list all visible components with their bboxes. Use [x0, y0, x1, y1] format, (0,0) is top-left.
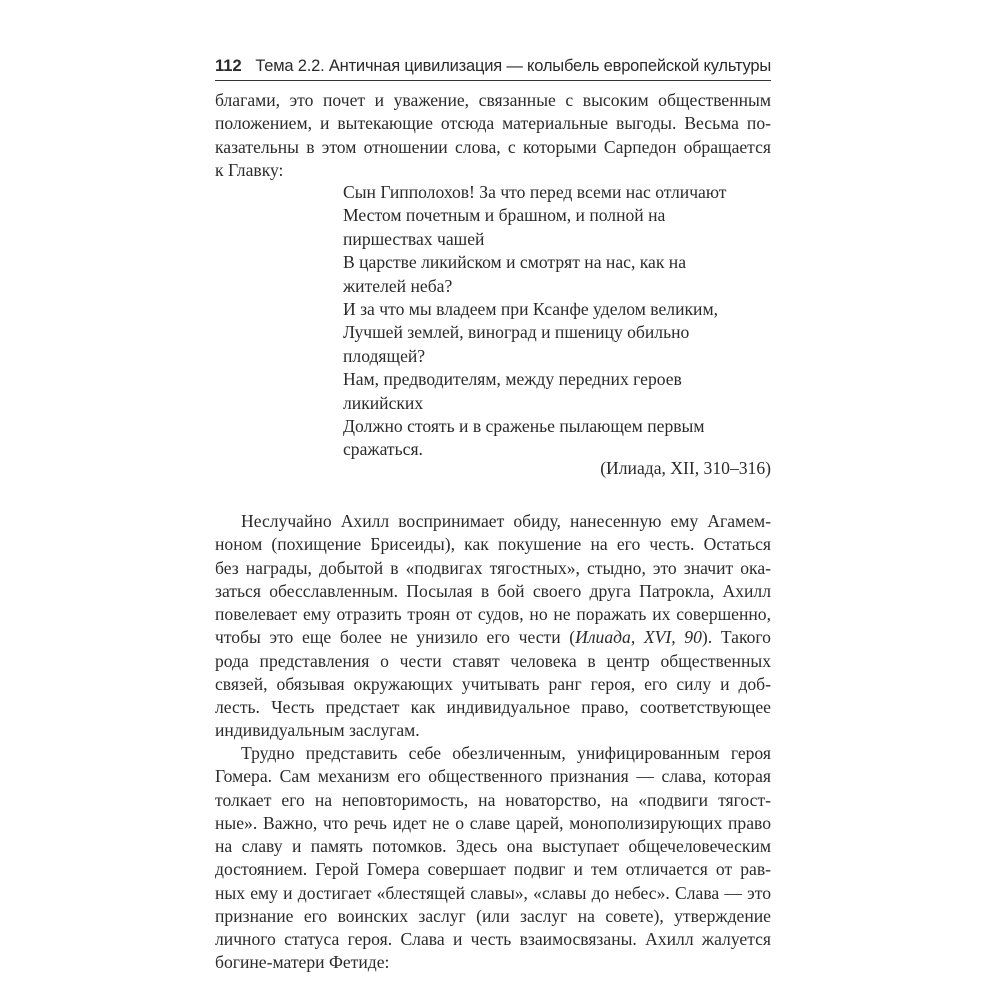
running-header: [215, 54, 771, 81]
text-line: ноном (похищение Брисеиды), как покушение на его честь. Остаться: [215, 534, 771, 555]
poem-line: Нам, предводителям, между передних героев: [343, 369, 682, 390]
text-line: на славу и память потомков. Здесь она выступает общечеловеческим: [215, 836, 771, 856]
text-line: индивидуальным заслугам.: [215, 720, 420, 741]
poem-quote: [343, 181, 726, 462]
text-line: положением, и вытекающие отсюда материальные выгоды. Весьма по-: [215, 113, 771, 134]
text-line: рода представления о чести ставят человека в центр общественных: [215, 650, 771, 671]
intro-paragraph: [215, 89, 771, 182]
text-line: связей, обязывая окружающих учитывать ранг героя, его силу и доб-: [215, 673, 771, 694]
poem-line: В царстве ликийском и смотрят на нас, как на: [343, 252, 687, 273]
poem-line: Сын Гипполохов! За что перед всеми нас отличают: [343, 182, 727, 202]
text-segment: чтобы это еще более не унизило его чести (: [215, 627, 576, 648]
text-line: благами, это почет и уважение, связанные с высоким общественным: [215, 90, 771, 110]
text-line: Трудно представить себе обезличенным, унифицированным героя: [241, 743, 771, 763]
text-line: лесть. Честь предстает как индивидуальное право, соответствующее: [215, 697, 771, 717]
text-line: признание его воинских заслуг (или заслуг на совете), утверждение: [215, 905, 771, 926]
page-number: 112: [215, 57, 242, 75]
poem-line: пиршествах чашей: [343, 228, 485, 249]
text-line: ные». Важно, что речь идет не о славе царей, монополизирующих право: [215, 812, 771, 833]
text-line: повелевает ему отразить троян от судов, но не поражать их совершенно,: [215, 604, 771, 624]
poem-line: И за что мы владеем при Ксанфе уделом великим,: [343, 299, 718, 320]
text-line: казательны в этом отношении слова, с которыми Сарпедон обращается: [215, 136, 771, 157]
text-segment: ). Такого: [701, 627, 771, 648]
poem-line: ликийских: [343, 392, 424, 413]
text-line: [215, 626, 771, 649]
paragraph-3: [215, 742, 771, 975]
poem-line: сражаться.: [343, 439, 423, 460]
poem-source: (Илиада, XII, 310–316): [600, 458, 771, 478]
text-line: личного статуса героя. Слава и честь взаимосвязаны. Ахилл жалуется: [215, 929, 771, 949]
poem-line: жителей неба?: [343, 275, 453, 296]
text-line: богине-матери Фетиде:: [215, 952, 390, 973]
text-line: ных ему и достигает «блестящей славы», «славы до небес». Слава — это: [215, 882, 771, 903]
text-line: без награды, добытой в «подвигах тягостных», стыдно, это значит ока-: [215, 557, 771, 578]
running-title: Тема 2.2. Античная цивилизация — колыбель европейской культуры: [255, 57, 771, 75]
text-line: достоянием. Герой Гомера совершает подвиг и тем отличается от рав-: [215, 859, 771, 880]
text-line: Неслучайно Ахилл воспринимает обиду, нанесенную ему Агамем-: [241, 511, 771, 531]
text-line: к Главку:: [215, 159, 284, 180]
paragraph-2: [215, 510, 771, 743]
text-line: толкает его на неповторимость, на новаторство, на «подвиги тягост-: [215, 789, 771, 810]
citation: Илиада, XVI, 90: [575, 627, 702, 648]
text-line: заться обесславленным. Посылая в бой своего друга Патрокла, Ахилл: [215, 580, 771, 601]
poem-line: плодящей?: [343, 345, 426, 366]
poem-line: Должно стоять и в сраженье пылающем первым: [343, 416, 705, 437]
poem-line: Лучшей землей, виноград и пшеницу обильно: [343, 322, 690, 343]
text-line: Гомера. Сам механизм его общественного признания — слава, которая: [215, 766, 771, 787]
poem-line: Местом почетным и брашном, и полной на: [343, 205, 666, 226]
